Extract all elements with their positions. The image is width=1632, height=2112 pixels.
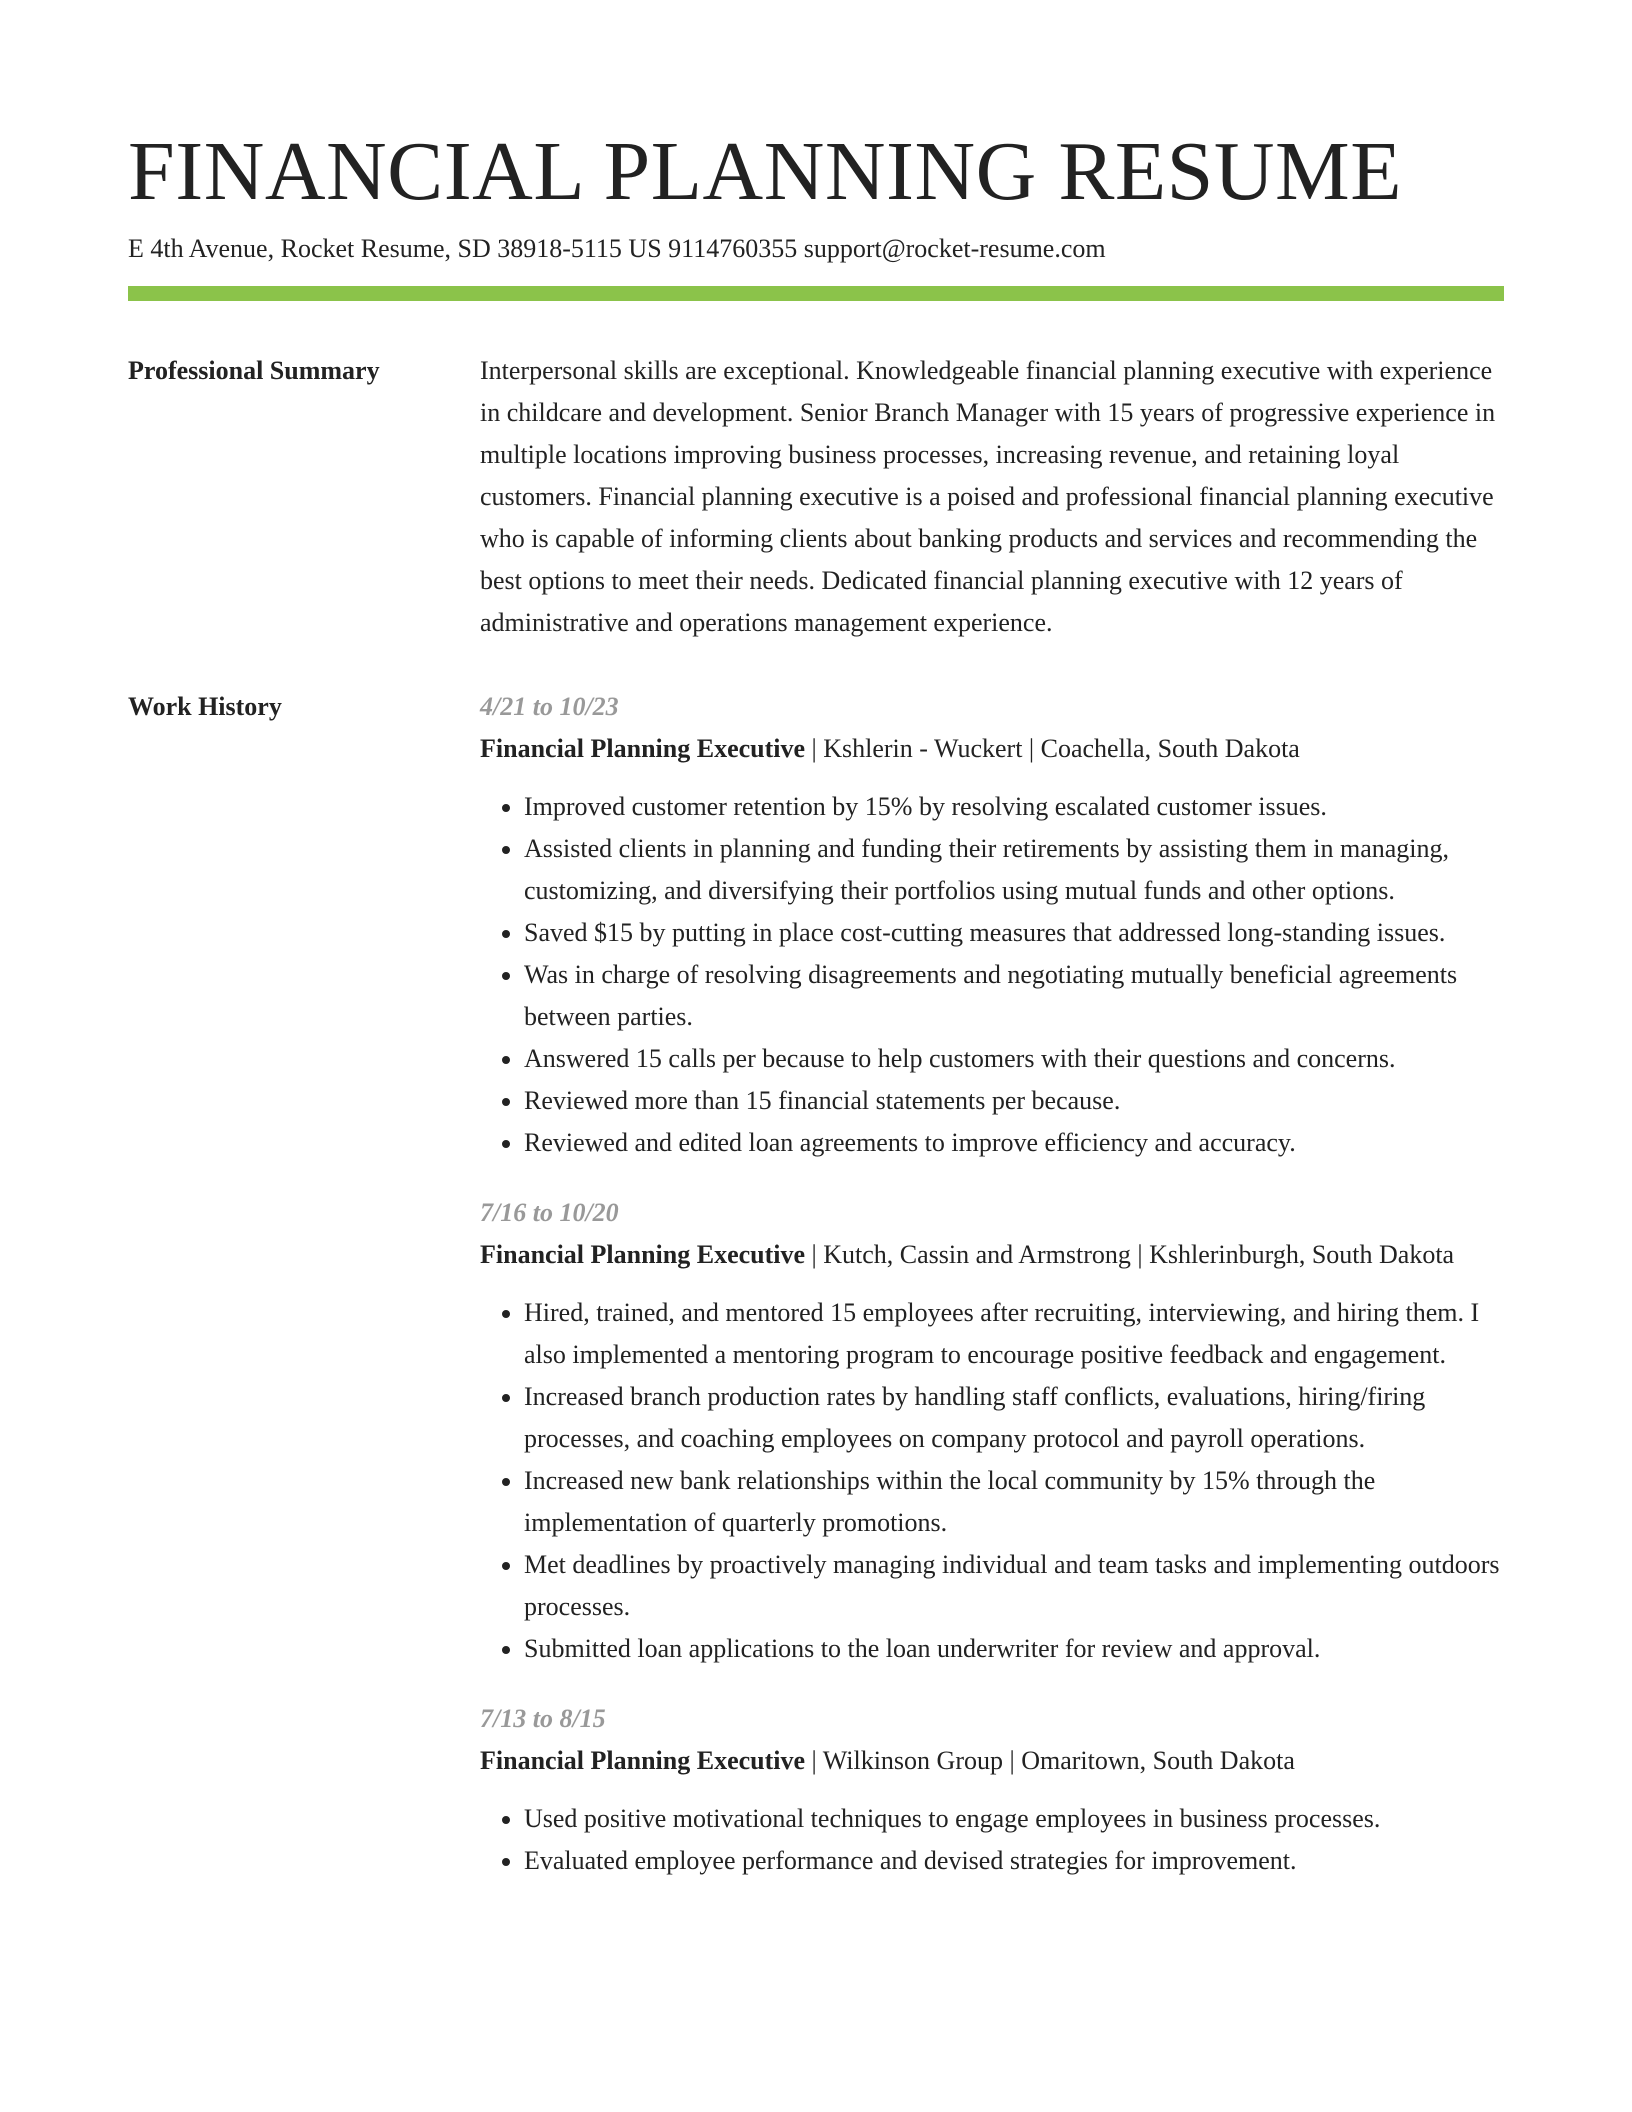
job-bullet: • Hired, trained, and mentored 15 employees after recruiting, interviewing, and hiring them. I also implemented a mentoring program to encourage positive feedback and engagement.: [524, 1292, 1504, 1376]
job-bullets: [480, 786, 1504, 1164]
job-title: Financial Planning Executive: [480, 734, 806, 763]
job-bullet: • Reviewed more than 15 financial statements per because.: [524, 1080, 1504, 1122]
job-bullet: • Submitted loan applications to the loan underwriter for review and approval.: [524, 1628, 1504, 1670]
job-heading: [480, 1740, 1504, 1782]
job-bullets: [480, 1292, 1504, 1670]
summary-text: Interpersonal skills are exceptional. Knowledgeable financial planning executive with experience in childcare and development. Senior Branch Manager with 15 years of progressive experience in multiple locations improving business processes, increasing revenue, and retaining loyal customers. Financial planning executive is a poised and professional financial planning executive who is capable of informing clients about banking products and services and recommending the best options to meet their needs. Dedicated financial planning executive with 12 years of administrative and operations management experience.: [480, 356, 1496, 637]
resume-title: FINANCIAL PLANNING RESUME: [128, 125, 1403, 218]
job-title: Financial Planning Executive: [480, 1240, 806, 1269]
resume-sections: [128, 350, 1504, 1910]
job-bullet: • Saved $15 by putting in place cost-cutting measures that addressed long-standing issues.: [524, 912, 1504, 954]
professional-summary-section: [128, 350, 1504, 686]
job-bullet: • Reviewed and edited loan agreements to improve efficiency and accuracy.: [524, 1122, 1504, 1164]
section-label-work-history: Work History: [128, 692, 282, 721]
job-dates: 7/13 to 8/15: [480, 1704, 606, 1733]
job-bullet: • Was in charge of resolving disagreements and negotiating mutually beneficial agreements between parties.: [524, 954, 1504, 1038]
work-history-section: [128, 686, 1504, 1910]
job-bullet: • Met deadlines by proactively managing individual and team tasks and implementing outdoors processes.: [524, 1544, 1504, 1628]
job-entry: [480, 1698, 1504, 1882]
section-label-summary: Professional Summary: [128, 356, 380, 385]
job-bullet: • Evaluated employee performance and devised strategies for improvement.: [524, 1840, 1504, 1882]
job-dates: 4/21 to 10/23: [480, 692, 619, 721]
accent-divider: [128, 286, 1504, 301]
job-dates: 7/16 to 10/20: [480, 1198, 619, 1227]
job-details: | Wilkinson Group | Omaritown, South Dakota: [805, 1746, 1295, 1775]
job-title: Financial Planning Executive: [480, 1746, 806, 1775]
job-heading: [480, 1234, 1504, 1276]
summary-body: [480, 350, 1504, 686]
work-history-body: [480, 686, 1504, 1910]
job-bullet: • Assisted clients in planning and funding their retirements by assisting them in managing, customizing, and diversifying their portfolios using mutual funds and other options.: [524, 828, 1504, 912]
job-bullets: [480, 1798, 1504, 1882]
job-details: | Kshlerin - Wuckert | Coachella, South Dakota: [805, 734, 1300, 763]
job-entry: [480, 686, 1504, 1164]
contact-line: E 4th Avenue, Rocket Resume, SD 38918-5115 US 9114760355 support@rocket-resume.com: [128, 234, 1106, 263]
job-bullet: • Increased branch production rates by handling staff conflicts, evaluations, hiring/firing processes, and coaching employees on company protocol and payroll operations.: [524, 1376, 1504, 1460]
job-heading: [480, 728, 1504, 770]
job-bullet: • Improved customer retention by 15% by resolving escalated customer issues.: [524, 786, 1504, 828]
job-bullet: • Used positive motivational techniques to engage employees in business processes.: [524, 1798, 1504, 1840]
job-bullet: • Answered 15 calls per because to help customers with their questions and concerns.: [524, 1038, 1504, 1080]
job-bullet: • Increased new bank relationships within the local community by 15% through the implementation of quarterly promotions.: [524, 1460, 1504, 1544]
job-entry: [480, 1192, 1504, 1670]
job-details: | Kutch, Cassin and Armstrong | Kshlerinburgh, South Dakota: [805, 1240, 1455, 1269]
